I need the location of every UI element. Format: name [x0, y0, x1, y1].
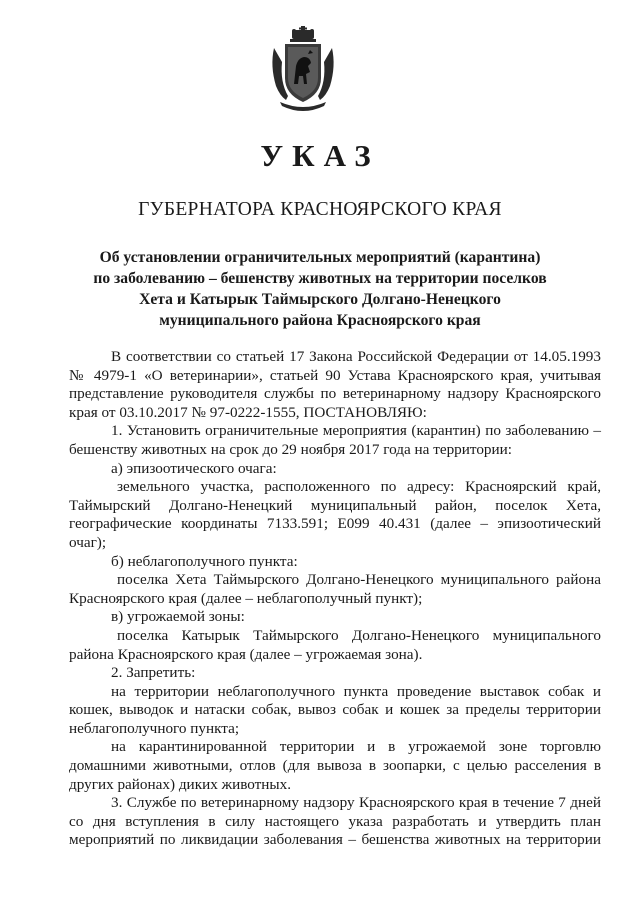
clause-3: 3. Службе по ветеринарному надзору Красноярского края в течение 7 дней со дня вступления в силу настоящего указа разработать и утвердить план мероприятий по ликвидации заболевания – бешенства животных на территории: [69, 794, 601, 849]
decree-body: [69, 348, 601, 850]
clause-1c-text: поселка Катырык Таймырского Долгано-Ненецкого муниципального района Красноярского края (далее – угрожаемая зона).: [69, 626, 601, 663]
preamble-paragraph: В соответствии со статьей 17 Закона Российской Федерации от 14.05.1993 № 4979-1 «О ветеринарии», статьей 90 Устава Красноярского края, учитывая представление руководителя службы по ветеринарному надзору Красноярского края от 03.10.2017 № 97-0222-1555, ПОСТАНОВЛЯЮ:: [69, 348, 601, 421]
clause-2: 2. Запретить:: [111, 664, 196, 682]
document-title: УКАЗ: [260, 138, 380, 173]
coat-of-arms-icon: [270, 26, 336, 112]
clause-1b-text: поселка Хета Таймырского Долгано-Ненецкого муниципального района Красноярского края (далее – неблагополучный пункт);: [69, 571, 601, 607]
clause-1c-label: в) угрожаемой зоны:: [111, 608, 245, 626]
heading-line: Хета и Катырык Таймырского Долгано-Ненецкого: [139, 291, 501, 308]
heading-line: Об установлении ограничительных мероприятий (карантина): [99, 249, 541, 266]
clause-1a-label: а) эпизоотического очага:: [111, 459, 277, 477]
document-subtitle: ГУБЕРНАТОРА КРАСНОЯРСКОГО КРАЯ: [138, 199, 502, 220]
clause-2a: на территории неблагополучного пункта проведение выставок собак и кошек, выводок и натаски собак, вывоз собак и кошек за пределы территории неблагополучного пункта;: [69, 682, 601, 737]
clause-2b: на карантинированной территории и в угрожаемой зоне торговлю домашними животными, отлов (для вывоза в зоопарки, с целью расселения в других районах) диких животных.: [69, 738, 601, 793]
clause-1a-text: земельного участка, расположенного по адресу: Красноярский край, Таймырский Долгано-Ненецкий муниципальный район, поселок Хета, географические координаты 7133.591; Е099 40.431 (далее – эпизоотический очаг);: [69, 478, 601, 551]
decree-heading: [60, 247, 580, 331]
clause-1: 1. Установить ограничительные мероприятия (карантин) по заболеванию – бешенству животных на срок до 29 ноября 2017 года на территории:: [69, 422, 601, 458]
clause-1b-label: б) неблагополучного пункта:: [111, 552, 298, 570]
heading-line: муниципального района Красноярского края: [159, 312, 481, 329]
heading-line: по заболеванию – бешенству животных на территории поселков: [93, 270, 547, 287]
